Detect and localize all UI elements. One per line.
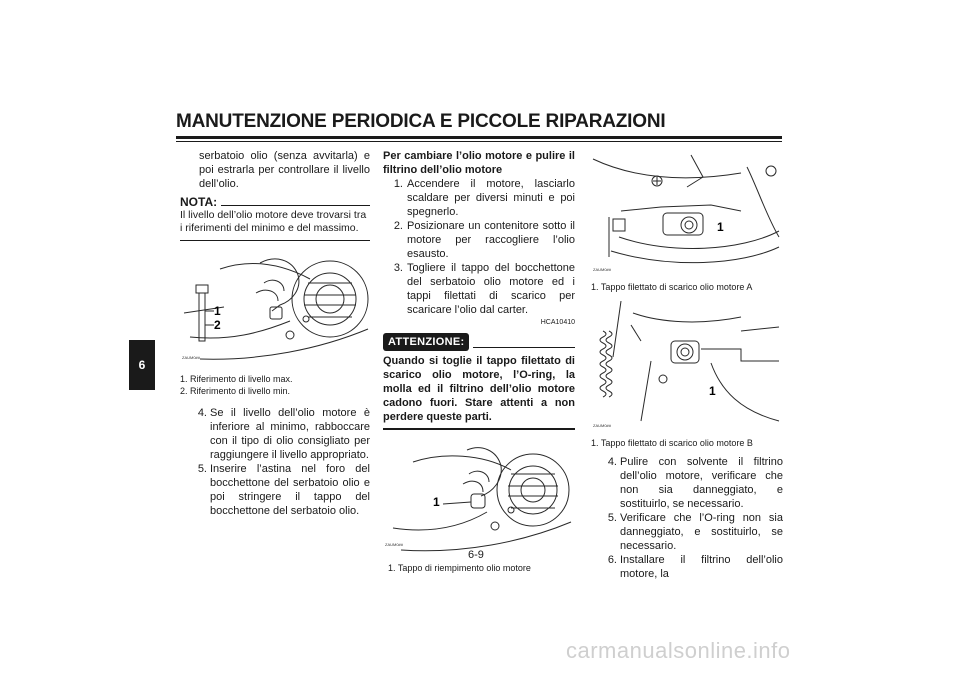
figure-drain-b	[591, 301, 781, 431]
section-heading: Per cambiare l’olio motore e pulire il filtrino dell’olio motore	[383, 150, 575, 176]
list-item	[180, 462, 370, 518]
list-item	[180, 406, 370, 462]
list-item	[383, 177, 575, 219]
note-text: Il livello dell’olio motore deve trovarsi tra i riferimenti del minimo e del massimo.	[180, 209, 370, 241]
attention-label: ATTENZIONE:	[383, 333, 469, 351]
attention-text: Quando si toglie il tappo filettato di scarico olio motore, l’O-ring, la molla ed il filtrino dell’olio motore cadono fuori. Stare attenti a non perdere queste parti.	[383, 351, 575, 430]
figure-label-1: 1	[709, 384, 716, 398]
page-title: MANUTENZIONE PERIODICA E PICCOLE RIPARAZIONI	[176, 111, 666, 132]
list-number: 4.	[607, 456, 617, 468]
list-item	[591, 455, 783, 511]
figure-label-1: 1	[214, 304, 221, 318]
attention-header	[383, 333, 575, 351]
figure-caption-a: 1. Tappo filettato di scarico olio motore A	[591, 282, 753, 292]
list-number: 5.	[607, 512, 617, 524]
figure-label-1: 1	[717, 220, 724, 234]
list-text: Installare il filtrino dell’olio motore, la	[620, 554, 783, 580]
figure-drain-a	[591, 147, 781, 271]
figure-code: ZAUM0##	[593, 267, 612, 272]
reference-code: HCA10410	[540, 319, 575, 326]
list-number: 1.	[393, 178, 403, 190]
list-item	[591, 511, 783, 553]
figure-code: ZAUM0##	[593, 423, 612, 428]
list-number: 4.	[197, 407, 207, 419]
list-item	[383, 261, 575, 317]
list-item	[383, 219, 575, 261]
list-text: Accendere il motore, lasciarlo scaldare per diversi minuti e poi spegnerlo.	[407, 178, 575, 218]
figure-label-1: 1	[433, 495, 440, 509]
figure-dipstick	[180, 249, 370, 373]
note-label: NOTA:	[180, 195, 218, 209]
figure-filler-cap	[383, 444, 573, 562]
attention-rule	[473, 347, 575, 348]
page-number: 6-9	[468, 549, 484, 561]
list-text: Se il livello dell’olio motore è inferiore al minimo, rabboccare con il tipo di olio consigliato per raggiungere il livello appropriato.	[210, 407, 370, 461]
figure-caption-2: 2. Riferimento di livello min.	[180, 386, 291, 396]
drain-plug-a-illustration	[591, 147, 781, 271]
continuation-text: serbatoio olio (senza avvitarla) e poi estrarla per controllare il livello dell’olio.	[199, 150, 370, 190]
list-text: Inserire l’astina nel foro del bocchettone del serbatoio olio e poi stringere il tappo del bocchettone del serbatoio olio.	[210, 463, 370, 517]
list-text: Togliere il tappo del bocchettone del serbatoio olio motore ed i tappi filettati di scarico per scaricare l’olio dal carter.	[407, 262, 575, 316]
list-number: 3.	[393, 262, 403, 274]
figure-label-2: 2	[214, 318, 221, 332]
note-header	[180, 195, 370, 209]
drain-plug-b-illustration	[591, 301, 781, 431]
list-item	[591, 553, 783, 581]
column-3	[591, 149, 783, 581]
title-rule-thin	[176, 141, 782, 142]
figure-code: ZAUM0##	[182, 355, 201, 360]
note-rule	[221, 205, 370, 206]
watermark: carmanualsonline.info	[566, 638, 791, 663]
column-1	[180, 149, 370, 518]
list-text: Verificare che l’O-ring non sia danneggiato, e sostituirlo, se necessario.	[620, 512, 783, 552]
filler-cap-illustration	[383, 444, 573, 562]
list-number: 2.	[393, 220, 403, 232]
dipstick-illustration	[180, 249, 370, 373]
figure-code: ZAUM0##	[385, 542, 404, 547]
list-number: 6.	[607, 554, 617, 566]
list-text: Pulire con solvente il filtrino dell’olio motore, verificare che non sia danneggiato, e sostituirlo, se necessario.	[620, 456, 783, 510]
figure-caption-1: 1. Riferimento di livello max.	[180, 374, 293, 384]
figure-caption-b: 1. Tappo filettato di scarico olio motore B	[591, 438, 753, 448]
column-2	[383, 149, 575, 574]
list-number: 5.	[197, 463, 207, 475]
title-rule-thick	[176, 136, 782, 139]
list-text: Posizionare un contenitore sotto il motore per raccogliere l’olio esausto.	[407, 220, 575, 260]
chapter-tab: 6	[129, 340, 155, 390]
figure-caption: 1. Tappo di riempimento olio motore	[388, 563, 531, 573]
